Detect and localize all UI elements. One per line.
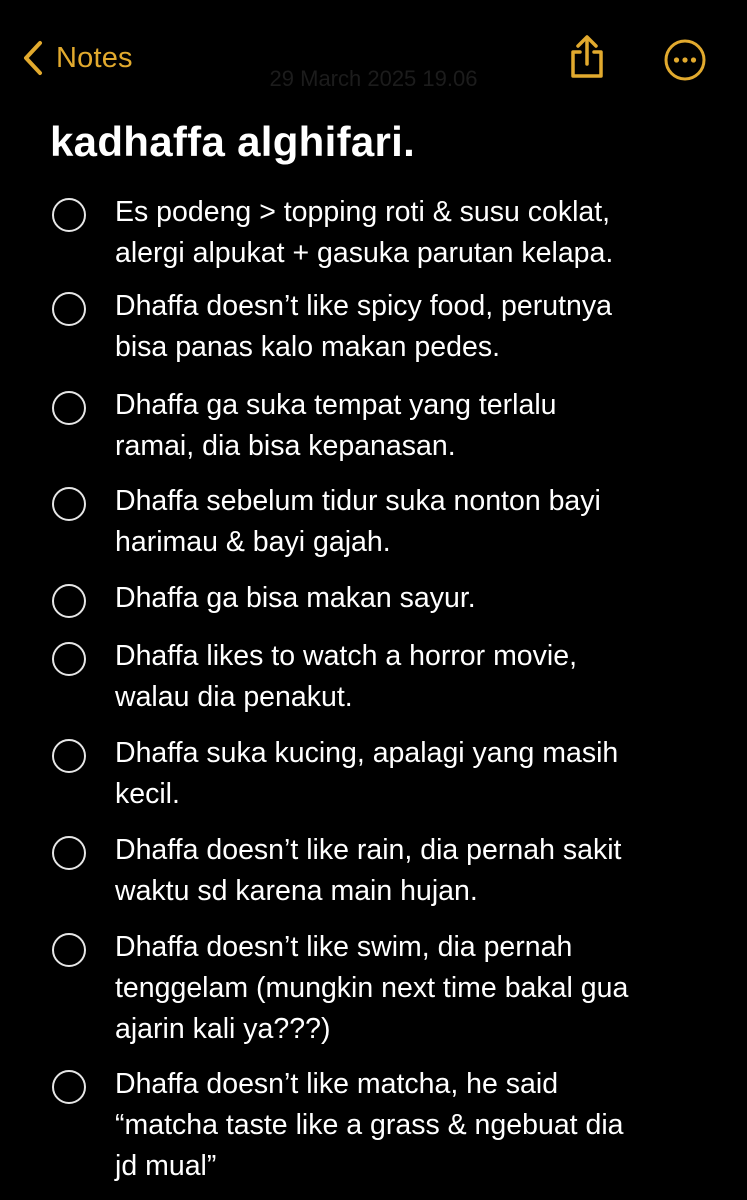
checklist-item-text[interactable]: Dhaffa likes to watch a horror movie, walau dia penakut. (115, 640, 578, 713)
note-title: kadhaffa alghifari. (50, 118, 416, 165)
checklist-item-text[interactable]: Dhaffa ga suka tempat yang terlalu ramai, dia bisa kepanasan. (115, 389, 557, 462)
back-button-label: Notes (56, 41, 133, 74)
checklist-item-text[interactable]: Dhaffa doesn’t like swim, dia pernah tenggelam (mungkin next time bakal gua ajarin kali ya???) (115, 931, 629, 1045)
checklist-item-text[interactable]: Dhaffa doesn’t like rain, dia pernah sakit waktu sd karena main hujan. (115, 834, 622, 907)
checkbox[interactable] (52, 739, 86, 773)
checkbox[interactable] (52, 487, 86, 521)
checklist-item-text[interactable]: Dhaffa doesn’t like matcha, he said “matcha taste like a grass & ngebuat dia jd mual” (115, 1068, 624, 1182)
checkbox[interactable] (52, 292, 86, 326)
checklist-item-text[interactable]: Dhaffa ga bisa makan sayur. (115, 582, 476, 614)
checkbox[interactable] (52, 642, 86, 676)
checkbox[interactable] (52, 836, 86, 870)
checklist-item-text[interactable]: Dhaffa sebelum tidur suka nonton bayi harimau & bayi gajah. (115, 485, 601, 558)
checklist-item-text[interactable]: Dhaffa suka kucing, apalagi yang masih kecil. (115, 737, 619, 810)
checkbox[interactable] (52, 391, 86, 425)
note-date: 29 March 2025 19.06 (269, 66, 478, 91)
checklist-item-text[interactable]: Es podeng > topping roti & susu coklat, alergi alpukat + gasuka parutan kelapa. (115, 196, 614, 269)
checkbox[interactable] (52, 584, 86, 618)
checkbox[interactable] (52, 198, 86, 232)
checkbox[interactable] (52, 1070, 86, 1104)
checkbox[interactable] (52, 933, 86, 967)
checklist-item-text[interactable]: Dhaffa doesn’t like spicy food, perutnya bisa panas kalo makan pedes. (115, 290, 612, 363)
